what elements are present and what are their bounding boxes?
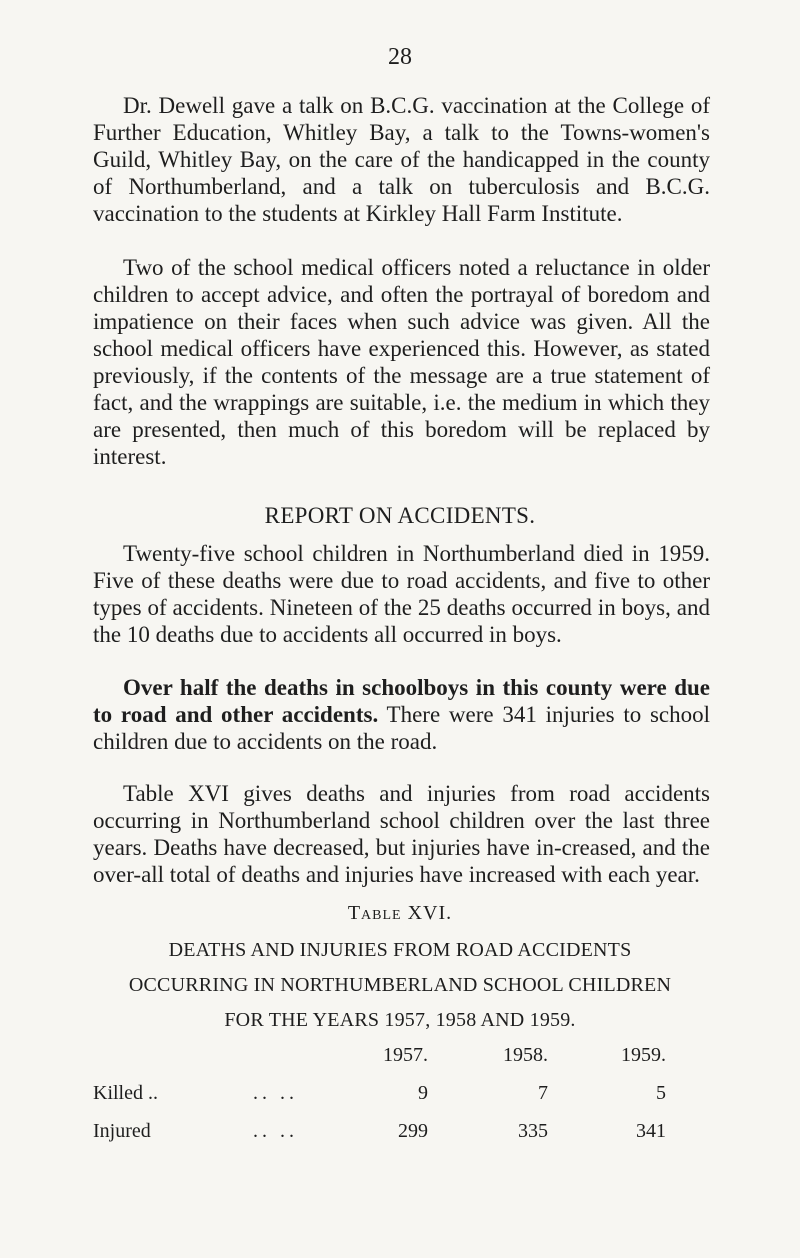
section-heading: REPORT ON ACCIDENTS. xyxy=(264,503,536,528)
table-title-line-1: DEATHS AND INJURIES FROM ROAD ACCIDENTS xyxy=(168,939,632,961)
paragraph-medical-officers xyxy=(93,254,710,470)
accidents-table xyxy=(93,1044,710,1158)
column-header: 1958. xyxy=(503,1044,548,1066)
column-header: 1959. xyxy=(621,1044,666,1066)
table-title-line-3: FOR THE YEARS 1957, 1958 AND 1959. xyxy=(224,1009,576,1031)
statement-continuation: There were 341 injuries to school children due to accidents on the road. xyxy=(93,702,710,754)
paragraph-text: Two of the school medical officers noted a reluctance in older children to accept advice, and often the portrayal of boredom and impatience on their faces when such advice was given. All the school medical officers have experienced this. However, as stated previously, if the contents of the message are a true statement of fact, and the wrappings are suitable, i.e. the medium in which they are presented, then much of this boredom will be replaced by interest. xyxy=(93,255,710,469)
table-cell: 299 xyxy=(398,1120,428,1142)
table-cell: 335 xyxy=(518,1120,548,1142)
table-title-line-2: OCCURRING IN NORTHUMBERLAND SCHOOL CHILDREN xyxy=(128,974,672,996)
table-caption: Table XVI. xyxy=(347,902,453,924)
paragraph-text: Twenty-five school children in Northumberland died in 1959. Five of these deaths were due to road accidents, and five to other types of accidents. Nineteen of the 25 deaths occurred in boys, and the 10 deaths due to accidents all occurred in boys. xyxy=(93,541,710,647)
page-number: 28 xyxy=(388,44,412,70)
row-label: Injured xyxy=(93,1120,151,1142)
table-row xyxy=(93,1082,710,1120)
paragraph-deaths xyxy=(93,540,710,648)
row-label: Killed .. xyxy=(93,1082,158,1104)
table-cell: 9 xyxy=(418,1082,428,1104)
table-cell: 5 xyxy=(656,1082,666,1104)
leader-dots: .. .. xyxy=(253,1082,298,1104)
bold-statement: Over half the deaths in schoolboys in this county were due to road and other accidents. xyxy=(93,675,710,727)
paragraph-text: Dr. Dewell gave a talk on B.C.G. vaccination at the College of Further Education, Whitley Bay, a talk to the Towns-women's Guild, Whitley Bay, on the care of the handicapped in the county of Northumberland, and a talk on tuberculosis and B.C.G. vaccination to the students at Kirkley Hall Farm Institute. xyxy=(93,93,710,226)
table-cell: 7 xyxy=(538,1082,548,1104)
table-cell: 341 xyxy=(636,1120,666,1142)
leader-dots: .. .. xyxy=(253,1120,298,1142)
paragraph-table-intro xyxy=(93,780,710,888)
table-header-row xyxy=(93,1044,710,1082)
paragraph-text xyxy=(93,674,710,755)
table-row xyxy=(93,1120,710,1158)
paragraph-text: Table XVI gives deaths and injuries from road accidents occurring in Northumberland school children over the last three years. Deaths have decreased, but injuries have in-creased, and the over-all total of deaths and injuries have increased with each year. xyxy=(93,781,710,887)
column-header: 1957. xyxy=(383,1044,428,1066)
paragraph-road-accidents xyxy=(93,674,710,755)
paragraph-talks xyxy=(93,92,710,227)
